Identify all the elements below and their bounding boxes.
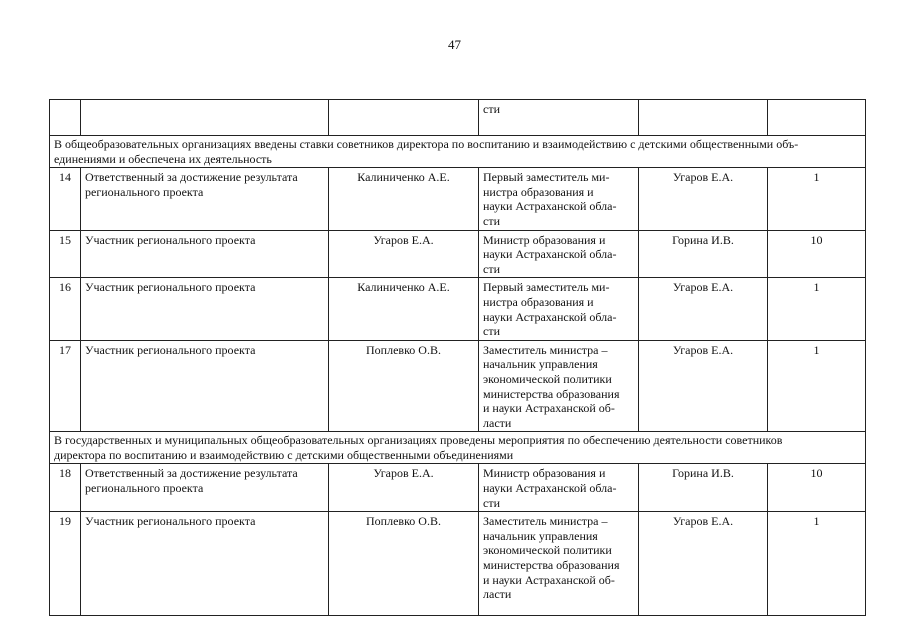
table-body: [50, 100, 866, 616]
position-line: сти: [483, 495, 500, 510]
cell-supervisor: [639, 100, 768, 136]
position-line: ласти: [483, 587, 512, 602]
continuation-row: [50, 100, 866, 136]
position-line: экономической политики: [483, 371, 612, 386]
cell-value: 1: [768, 340, 866, 432]
role-line: Ответственный за достижение результата: [85, 466, 298, 481]
cell-name: Калиниченко А.Е.: [329, 278, 479, 340]
role-line: Участник регионального проекта: [85, 280, 256, 295]
cell-num: 16: [50, 278, 81, 340]
cell-supervisor: Угаров Е.А.: [639, 512, 768, 616]
role-line: регионального проекта: [85, 481, 204, 496]
role-line: Участник регионального проекта: [85, 232, 256, 247]
cell-num: [50, 100, 81, 136]
position-line: науки Астраханской обла-: [483, 247, 617, 262]
position-line: экономической политики: [483, 543, 612, 558]
table-row: [50, 278, 866, 340]
project-participants-table: [49, 99, 866, 616]
cell-position: [479, 100, 639, 136]
position-line: министерства образования: [483, 558, 620, 573]
position-line: министерства образования: [483, 386, 620, 401]
cell-role: [81, 278, 329, 340]
table-row: [50, 340, 866, 432]
cell-position: [479, 278, 639, 340]
cell-supervisor: Угаров Е.А.: [639, 168, 768, 230]
cell-num: 19: [50, 512, 81, 616]
position-line: нистра образования и: [483, 184, 594, 199]
cell-supervisor: Угаров Е.А.: [639, 278, 768, 340]
position-line: Заместитель министра –: [483, 514, 608, 529]
cell-value: 1: [768, 278, 866, 340]
section-heading-row: [50, 136, 866, 168]
page-number: 47: [448, 37, 461, 52]
cell-num: 15: [50, 230, 81, 278]
position-line: науки Астраханской обла-: [483, 199, 617, 214]
position-line: нистра образования и: [483, 294, 594, 309]
section-heading-line: директора по воспитанию и взаимодействию с детскими общественными объединениями: [54, 447, 514, 462]
cell-supervisor: Горина И.В.: [639, 230, 768, 278]
cell-role: [81, 340, 329, 432]
position-text: сти: [483, 102, 500, 116]
cell-position: [479, 168, 639, 230]
cell-name: Поплевко О.В.: [329, 512, 479, 616]
position-line: ласти: [483, 415, 512, 430]
position-line: Министр образования и: [483, 466, 606, 481]
section-heading-line: В государственных и муниципальных общеобразовательных организациях проведены мероприятия по обеспечению деятельности советников: [54, 433, 783, 448]
position-line: Первый заместитель ми-: [483, 280, 610, 295]
cell-value: 10: [768, 230, 866, 278]
cell-position: [479, 464, 639, 512]
section-heading: [50, 432, 866, 464]
cell-name: Поплевко О.В.: [329, 340, 479, 432]
position-line: начальник управления: [483, 528, 598, 543]
position-line: Министр образования и: [483, 232, 606, 247]
cell-role: [81, 230, 329, 278]
cell-role: [81, 512, 329, 616]
position-line: и науки Астраханской об-: [483, 401, 615, 416]
cell-supervisor: Угаров Е.А.: [639, 340, 768, 432]
cell-role: [81, 464, 329, 512]
cell-name: Угаров Е.А.: [329, 230, 479, 278]
position-line: и науки Астраханской об-: [483, 572, 615, 587]
cell-value: 1: [768, 512, 866, 616]
role-line: Участник регионального проекта: [85, 514, 256, 529]
cell-position: [479, 340, 639, 432]
cell-supervisor: Горина И.В.: [639, 464, 768, 512]
position-line: начальник управления: [483, 357, 598, 372]
cell-role: [81, 100, 329, 136]
cell-role: [81, 168, 329, 230]
role-line: регионального проекта: [85, 184, 204, 199]
section-heading-row: [50, 432, 866, 464]
position-line: науки Астраханской обла-: [483, 309, 617, 324]
cell-position: [479, 512, 639, 616]
table-row: [50, 464, 866, 512]
position-line: науки Астраханской обла-: [483, 481, 617, 496]
cell-name: [329, 100, 479, 136]
cell-num: 17: [50, 340, 81, 432]
cell-position: [479, 230, 639, 278]
role-line: Участник регионального проекта: [85, 342, 256, 357]
table-row: [50, 230, 866, 278]
position-line: Заместитель министра –: [483, 342, 608, 357]
table-row: [50, 168, 866, 230]
cell-value: 10: [768, 464, 866, 512]
role-line: Ответственный за достижение результата: [85, 170, 298, 185]
cell-value: 1: [768, 168, 866, 230]
cell-num: 14: [50, 168, 81, 230]
section-heading-line: В общеобразовательных организациях введены ставки советников директора по воспитанию и взаимодействию с детскими общественными объ-: [54, 137, 799, 151]
position-line: сти: [483, 213, 500, 228]
cell-name: Калиниченко А.Е.: [329, 168, 479, 230]
section-heading: [50, 136, 866, 168]
cell-name: Угаров Е.А.: [329, 464, 479, 512]
position-line: сти: [483, 324, 500, 339]
table-row: [50, 512, 866, 616]
cell-value: [768, 100, 866, 136]
position-line: Первый заместитель ми-: [483, 170, 610, 185]
section-heading-line: единениями и обеспечена их деятельность: [54, 151, 272, 166]
position-line: сти: [483, 261, 500, 276]
cell-num: 18: [50, 464, 81, 512]
